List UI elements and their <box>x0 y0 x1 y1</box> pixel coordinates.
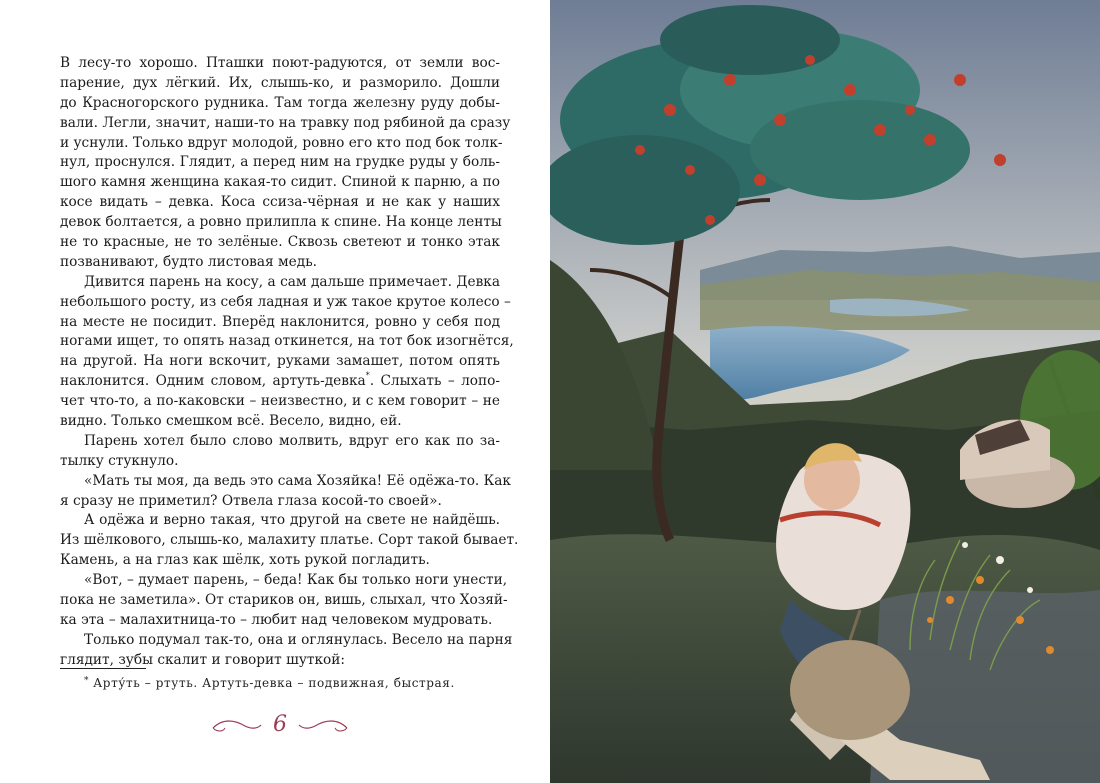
footnote-divider <box>60 668 146 669</box>
text-line: косе видать – девка. Коса ссиза-чёрная и не как у наших <box>60 194 500 211</box>
text-line: Дивится парень на косу, а сам дальше примечает. Девка <box>84 273 500 290</box>
text-line: не то красные, не то зелёные. Сквозь светеют и тонко этак <box>60 234 500 251</box>
text-line: глядит, зубы скалит и говорит шуткой: <box>60 651 345 668</box>
text-line: «Вот, – думает парень, – беда! Как бы только ноги унести, <box>84 572 508 589</box>
text-line: ка эта – малахитница-то – любит над человеком мудровать. <box>60 611 493 628</box>
text-line: чет что-то, а по-каковски – неизвестно, и с кем говорит – не <box>60 393 500 410</box>
text-line: позванивают, будто листовая медь. <box>60 253 318 270</box>
text-line: на месте не посидит. Вперёд наклонится, ровно у себя под <box>60 313 500 330</box>
text-line: вали. Легли, значит, наши-то на травку под рябиной да сразу <box>60 114 511 131</box>
illustration-icon <box>550 0 1100 783</box>
footnote <box>84 676 455 690</box>
text-line: Камень, а на глаз как шёлк, хоть рукой погладить. <box>60 552 430 569</box>
text-line: нул, проснулся. Глядит, а перед ним на грудке руды у боль- <box>60 154 500 171</box>
text-line: пока не заметила». От стариков он, вишь, слыхал, что Хозяй- <box>60 592 508 609</box>
text-line: девок болтается, а ровно прилипла к спине. На конце ленты <box>60 214 502 231</box>
text-line: тылку стукнуло. <box>60 452 179 469</box>
text-line: ногами ищет, то опять назад откинется, на тот бок изогнётся, <box>60 333 514 350</box>
text-line <box>60 372 500 392</box>
body-text <box>60 54 519 671</box>
text-line: парение, дух лёгкий. Их, слышь-ко, и разморило. Дошли <box>60 74 500 91</box>
text-line: шого камня женщина какая-то сидит. Спиной к парню, а по <box>60 174 500 191</box>
text-line: и уснули. Только вдруг молодой, ровно его кто под бок толк- <box>60 134 503 151</box>
footnote-marker: * <box>84 676 90 686</box>
text-line: видно. Только смешком всё. Весело, видно, ей. <box>60 413 402 430</box>
text-line: небольшого росту, из себя ладная и уж такое крутое колесо – <box>60 293 511 310</box>
text-line-tail: . Слыхать – лопо- <box>369 373 501 390</box>
text-line: Парень хотел было слово молвить, вдруг его как по за- <box>84 432 500 449</box>
text-line: А одёжа и верно такая, что другой на свете не найдёшь. <box>84 512 500 529</box>
text-line: Из шёлкового, слышь-ко, малахиту платье. Сорт такой бывает. <box>60 532 519 549</box>
footnote-reference[interactable]: * <box>365 371 370 381</box>
text-line: до Красногорского рудника. Там тогда железну руду добы- <box>60 94 500 111</box>
page-number-ornament <box>205 708 355 742</box>
text-line: «Мать ты моя, да ведь это сама Хозяйка! Её одёжа-то. Как <box>84 472 511 489</box>
text-line: на другой. На ноги вскочит, руками замашет, потом опять <box>60 353 500 370</box>
right-page <box>550 0 1100 783</box>
text-line: В лесу-то хорошо. Пташки поют-радуются, от земли вос- <box>60 55 500 71</box>
text-line: Только подумал так-то, она и оглянулась. Весело на парня <box>84 631 513 648</box>
text-line-head: наклонится. Одним словом, артуть-девка <box>60 373 366 390</box>
footnote-text: Арту́ть – ртуть. Артуть-девка – подвижная, быстрая. <box>93 676 455 690</box>
page-number: 6 <box>273 712 287 737</box>
text-line: я сразу не приметил? Отвела глаза косой-то своей». <box>60 492 442 509</box>
